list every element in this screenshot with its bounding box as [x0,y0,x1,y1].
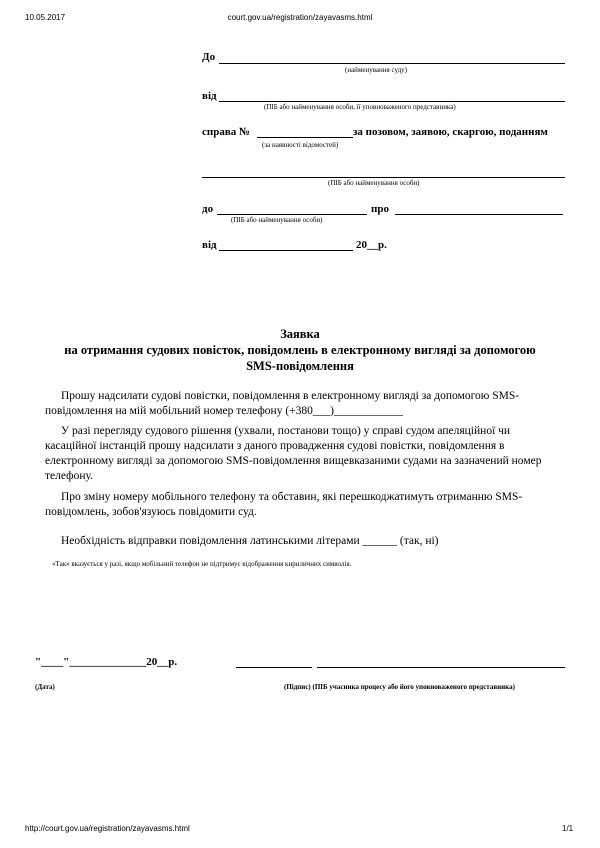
title-line-2: на отримання судових повісток, повідомлень в електронному вигляді за допомогою [64,343,536,357]
signature-caption: (Підпис) (ПІБ учасника процесу або його уповноваженого представника) [284,683,515,691]
document-title [0,326,600,374]
party-caption: (ПІБ або найменування особи) [328,179,420,187]
party-line[interactable] [202,177,565,178]
signature-line[interactable] [236,667,312,668]
about-line[interactable] [395,214,563,215]
to-label: До [202,51,216,63]
date-caption: (Дата) [35,683,55,691]
paragraph-latin: Необхідність відправки повідомлення латинськими літерами ______ (так, ні) [61,535,439,547]
paragraph-change-number: Про зміну номеру мобільного телефону та обставин, які перешкоджатимуть отриманню SMS-повідомлень, зобов'язуюсь повідомити суд. [45,491,523,518]
date-from-line[interactable] [219,250,353,251]
case-suffix: за позовом, заявою, скаргою, поданням [353,126,548,138]
paragraph-sms-request: Прошу надсилати судові повістки, повідомлення в електронному вигляді за допомогою SMS-повідомлення на мій мобільний номер телефону (+380___)____________ [45,390,520,417]
title-line-1: Заявка [280,327,320,341]
against-line[interactable] [217,214,367,215]
print-date: 10.05.2017 [25,13,66,22]
applicant-line[interactable] [219,101,565,102]
case-number-label: справа № [202,126,251,138]
case-caption: (за наявності відомостей) [262,141,339,149]
applicant-caption: (ПІБ або найменування особи, її уповноваженого представника) [264,103,456,111]
court-name-caption: (найменування суду) [345,66,407,74]
print-footer-url: http://court.gov.ua/registration/zayavasms.html [25,824,190,833]
latin-note: «Так» вказується у разі, якщо мобільний телефон не підтримує відображення кириличних символів. [52,560,352,568]
against-label: до [202,203,214,215]
from-label: від [202,90,217,102]
print-page-title: court.gov.ua/registration/zayavasms.html [227,13,373,22]
date-from-label: від [202,239,217,251]
signature-date-line[interactable]: "____"______________20__р. [35,656,178,668]
against-caption: (ПІБ або найменування особи) [231,216,323,224]
signatory-name-line[interactable] [317,667,565,668]
case-number-line[interactable] [257,137,353,138]
date-from-year: 20__р. [356,239,387,251]
court-name-line[interactable] [219,63,565,64]
title-line-3: SMS-повідомлення [246,359,354,373]
paragraph-appeal: У разі перегляду судового рішення (ухвали, постанови тощо) у справі судом апеляційної чи касаційної інстанцій прошу надсилати з даного провадження судові повістки, повідомлення в електронному вигляді за допомогою SMS-повідомлення вищевказаними судами на зазначений номер телефону. [45,425,542,482]
about-label: про [371,203,389,215]
print-page-count: 1/1 [562,824,574,833]
